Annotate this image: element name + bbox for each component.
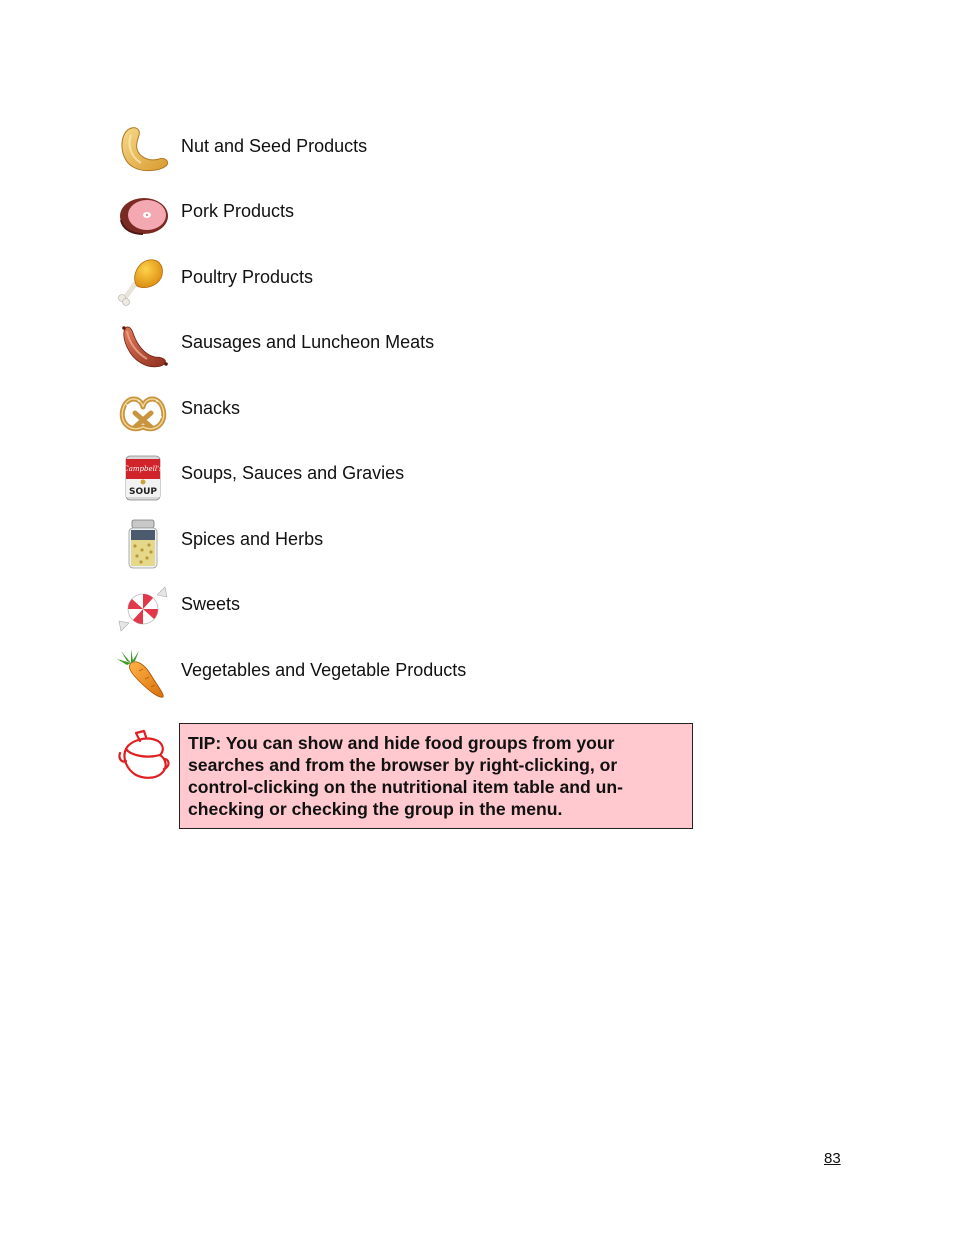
food-group-label: Soups, Sauces and Gravies — [181, 463, 405, 484]
spice-jar-icon — [116, 517, 170, 571]
page-number: 83 — [824, 1150, 841, 1167]
soup-can-icon — [116, 451, 170, 505]
svg-text:Campbell's: Campbell's — [123, 465, 163, 474]
food-group-label: Spices and Herbs — [181, 528, 324, 549]
cooking-pot-icon — [116, 729, 172, 785]
list-item — [116, 511, 716, 577]
food-group-list — [116, 118, 716, 708]
drumstick-icon — [116, 255, 170, 309]
list-item — [116, 315, 716, 381]
food-group-label: Nut and Seed Products — [181, 135, 368, 156]
food-group-label: Vegetables and Vegetable Products — [181, 659, 467, 680]
food-group-label: Sweets — [181, 594, 241, 615]
list-item — [116, 642, 716, 708]
food-group-label: Poultry Products — [181, 266, 314, 287]
sausage-icon — [116, 320, 170, 374]
peppermint-candy-icon — [116, 582, 170, 636]
food-group-label: Pork Products — [181, 201, 295, 222]
cashew-icon — [116, 124, 170, 178]
list-item — [116, 446, 716, 512]
tip-box: TIP: You can show and hide food groups from your searches and from the browser by right-clicking, or control-clicking on the nutritional item table and un-checking or checking the group in the menu. — [179, 723, 693, 829]
list-item — [116, 118, 716, 184]
list-item — [116, 577, 716, 643]
food-group-label: Sausages and Luncheon Meats — [181, 332, 435, 353]
list-item — [116, 184, 716, 250]
pretzel-icon — [116, 386, 170, 440]
food-group-label: Snacks — [181, 397, 241, 418]
svg-text:SOUP: SOUP — [128, 487, 158, 498]
carrot-icon — [116, 648, 170, 702]
ham-icon — [116, 189, 170, 243]
list-item — [116, 249, 716, 315]
list-item — [116, 380, 716, 446]
